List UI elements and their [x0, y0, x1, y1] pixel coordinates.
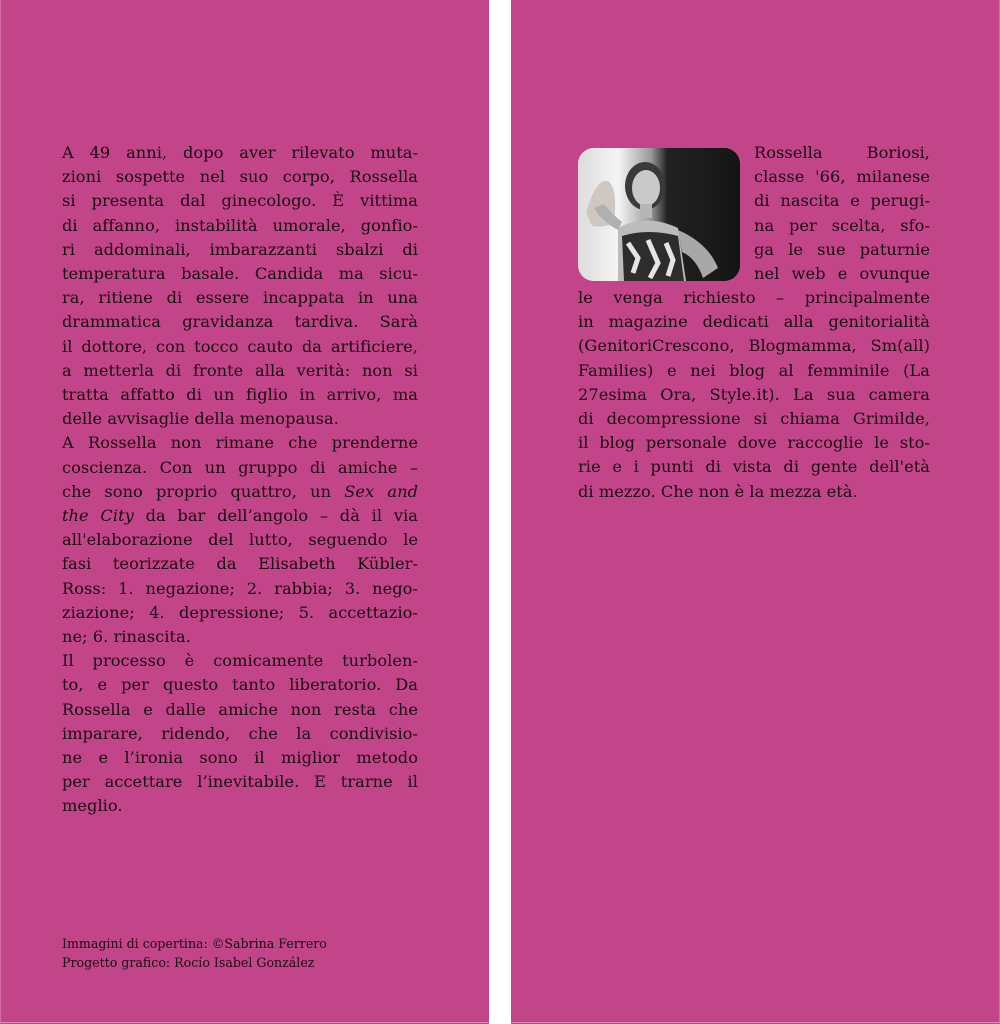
- bio-line: Families) e nei blog al femminile (La: [578, 360, 930, 380]
- synopsis-line: meglio.: [62, 796, 123, 816]
- spine-divider: [489, 0, 511, 1024]
- synopsis-line: temperatura basale. Candida ma sicu-: [62, 264, 418, 284]
- bio-line: di decompressione si chiama Grimilde,: [578, 409, 930, 429]
- synopsis-line: che sono proprio quattro, un Sex and: [62, 481, 418, 501]
- credits: [62, 934, 392, 972]
- synopsis-line: ne; 6. rinascita.: [62, 627, 191, 647]
- bio-line: ga le sue paturnie: [754, 239, 930, 259]
- author-photo: [578, 148, 740, 281]
- bio-line: il blog personale dove raccoglie le sto-: [578, 433, 930, 453]
- synopsis-line: ri addominali, imbarazzanti sbalzi di: [62, 239, 418, 259]
- synopsis-line: ziazione; 4. depressione; 5. accettazio-: [62, 602, 418, 622]
- bio-line: (GenitoriCrescono, Blogmamma, Sm(all): [578, 336, 930, 356]
- synopsis-line: a metterla di fronte alla verità: non si: [62, 360, 418, 380]
- synopsis-line: zioni sospette nel suo corpo, Rossella: [62, 167, 418, 187]
- synopsis-line: coscienza. Con un gruppo di amiche –: [62, 457, 418, 477]
- bio-line: classe '66, milanese: [754, 167, 930, 187]
- cover-image-credit: Immagini di copertina: ©Sabrina Ferrero: [62, 936, 327, 951]
- synopsis-line: to, e per questo tanto liberatorio. Da: [62, 675, 418, 695]
- bio-line: rie e i punti di vista di gente dell'età: [578, 457, 930, 477]
- synopsis-line: delle avvisaglie della menopausa.: [62, 409, 339, 429]
- synopsis-line: drammatica gravidanza tardiva. Sarà: [62, 312, 418, 332]
- italic-title: Sex and: [344, 481, 418, 501]
- synopsis-line: Ross: 1. negazione; 2. rabbia; 3. nego-: [62, 578, 418, 598]
- synopsis-line: ra, ritiene di essere incappata in una: [62, 288, 418, 308]
- synopsis-line: di affanno, instabilità umorale, gonfio-: [62, 215, 418, 235]
- synopsis-line: all'elaborazione del lutto, seguendo le: [62, 530, 418, 550]
- synopsis-line: si presenta dal ginecologo. È vittima: [62, 191, 418, 211]
- synopsis-line: tratta affatto di un figlio in arrivo, ma: [62, 385, 418, 405]
- synopsis-line: A Rossella non rimane che prenderne: [62, 433, 418, 453]
- synopsis-text: [62, 141, 418, 819]
- synopsis-line: il dottore, con tocco cauto da artificiere,: [62, 336, 418, 356]
- bio-line: Rossella Boriosi,: [754, 143, 930, 162]
- bio-line: di mezzo. Che non è la mezza età.: [578, 481, 858, 501]
- bio-line: nel web e ovunque: [754, 264, 930, 284]
- bio-line: na per scelta, sfo-: [754, 215, 930, 235]
- bio-line: 27esima Ora, Style.it). La sua camera: [578, 384, 930, 404]
- synopsis-line: fasi teorizzate da Elisabeth Kübler-: [62, 554, 418, 574]
- synopsis-line: Rossella e dalle amiche non resta che: [62, 699, 418, 719]
- bio-line: di nascita e perugi-: [754, 191, 930, 211]
- bio-line: le venga richiesto – principalmente: [578, 288, 930, 307]
- author-bio-full-width: [578, 286, 930, 504]
- synopsis-line: Il processo è comicamente turbolen-: [62, 651, 418, 671]
- author-bio-beside-photo: [754, 141, 930, 286]
- italic-title: the City: [62, 506, 134, 526]
- synopsis-line: the City da bar dell’angolo – dà il via: [62, 506, 418, 526]
- synopsis-line: ne e l’ironia sono il miglior metodo: [62, 748, 418, 768]
- author-photo-image: [578, 148, 740, 281]
- synopsis-line: imparare, ridendo, che la condivisio-: [62, 723, 418, 743]
- synopsis-line: A 49 anni, dopo aver rilevato muta-: [62, 143, 418, 162]
- synopsis-line: per accettare l’inevitabile. E trarne il: [62, 772, 418, 792]
- graphic-design-credit: Progetto grafico: Rocío Isabel González: [62, 955, 315, 970]
- bio-line: in magazine dedicati alla genitorialità: [578, 312, 930, 332]
